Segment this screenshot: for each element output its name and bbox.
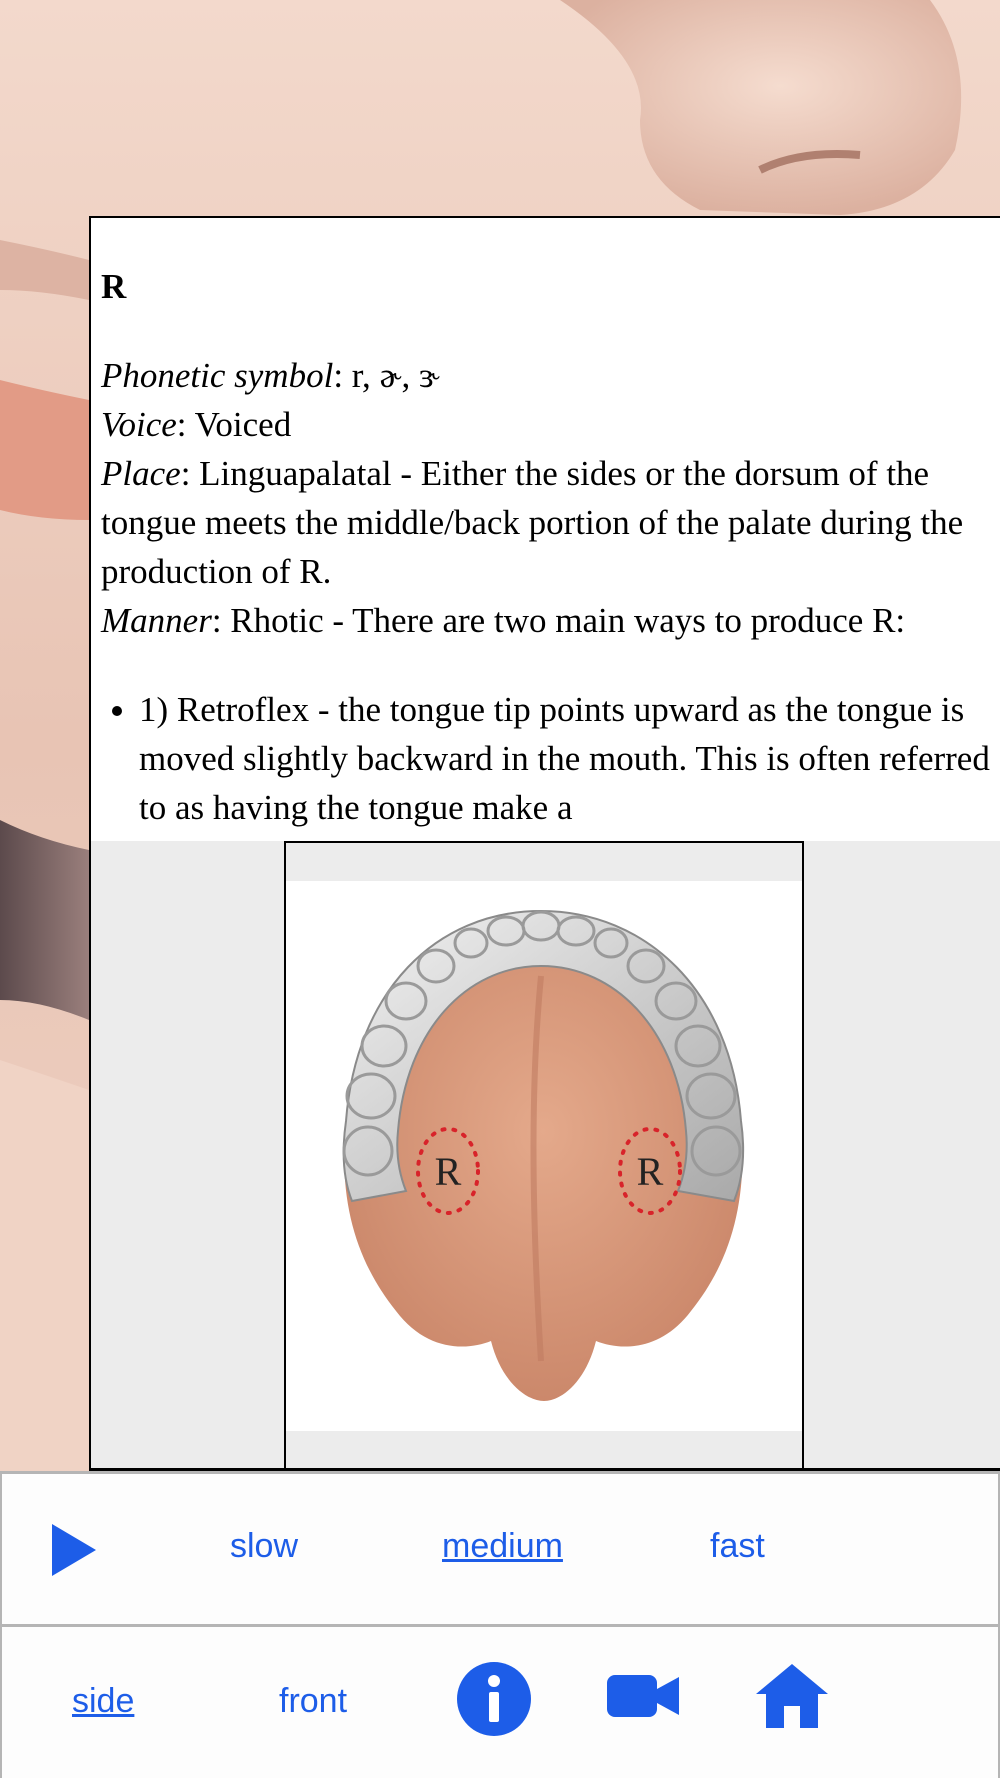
video-button[interactable] xyxy=(607,1673,679,1719)
manner-label: Manner xyxy=(101,601,212,640)
home-button[interactable] xyxy=(756,1664,828,1728)
view-side-button[interactable]: side xyxy=(72,1682,135,1720)
right-r-label: R xyxy=(636,1149,664,1194)
speed-toolbar xyxy=(0,1471,1000,1626)
manner-bullet-list xyxy=(101,685,990,832)
info-panel xyxy=(89,216,1000,841)
diagram-frame xyxy=(284,841,804,1468)
voice-line xyxy=(101,400,990,449)
manner-line xyxy=(101,596,990,645)
voice-label: Voice xyxy=(101,405,177,444)
image-panel xyxy=(89,841,1000,1471)
phonetic-value: : r, ɚ, ɝ xyxy=(333,356,440,395)
sound-title: R xyxy=(101,267,127,306)
voice-value: : Voiced xyxy=(176,405,292,444)
speed-medium-button[interactable]: medium xyxy=(442,1527,563,1565)
manner-value: : Rhotic - There are two main ways to produce R: xyxy=(211,601,906,640)
place-label: Place xyxy=(101,454,181,493)
speed-fast-button[interactable]: fast xyxy=(710,1527,765,1565)
play-icon xyxy=(52,1524,96,1576)
phonetic-symbol-line xyxy=(101,351,990,400)
info-button[interactable] xyxy=(456,1661,532,1737)
play-button[interactable] xyxy=(52,1524,96,1576)
view-front-button[interactable]: front xyxy=(279,1682,348,1720)
speed-slow-button[interactable]: slow xyxy=(230,1527,299,1565)
phonetic-label: Phonetic symbol xyxy=(101,356,334,395)
place-value: : Linguapalatal - Either the sides or the dorsum of the tongue meets the middle/back portion of the palate during the production of R. xyxy=(101,454,964,591)
list-item: • 1) Retroflex - the tongue tip points upward as the tongue is moved slightly backward in the mouth. This is often referred to as having the tongue make a xyxy=(139,685,990,832)
left-r-label: R xyxy=(434,1149,462,1194)
video-camera-icon xyxy=(607,1673,679,1719)
home-icon xyxy=(756,1664,828,1728)
info-icon xyxy=(456,1661,532,1737)
place-line xyxy=(101,449,990,596)
palate-diagram xyxy=(286,881,802,1431)
view-toolbar xyxy=(0,1624,1000,1778)
